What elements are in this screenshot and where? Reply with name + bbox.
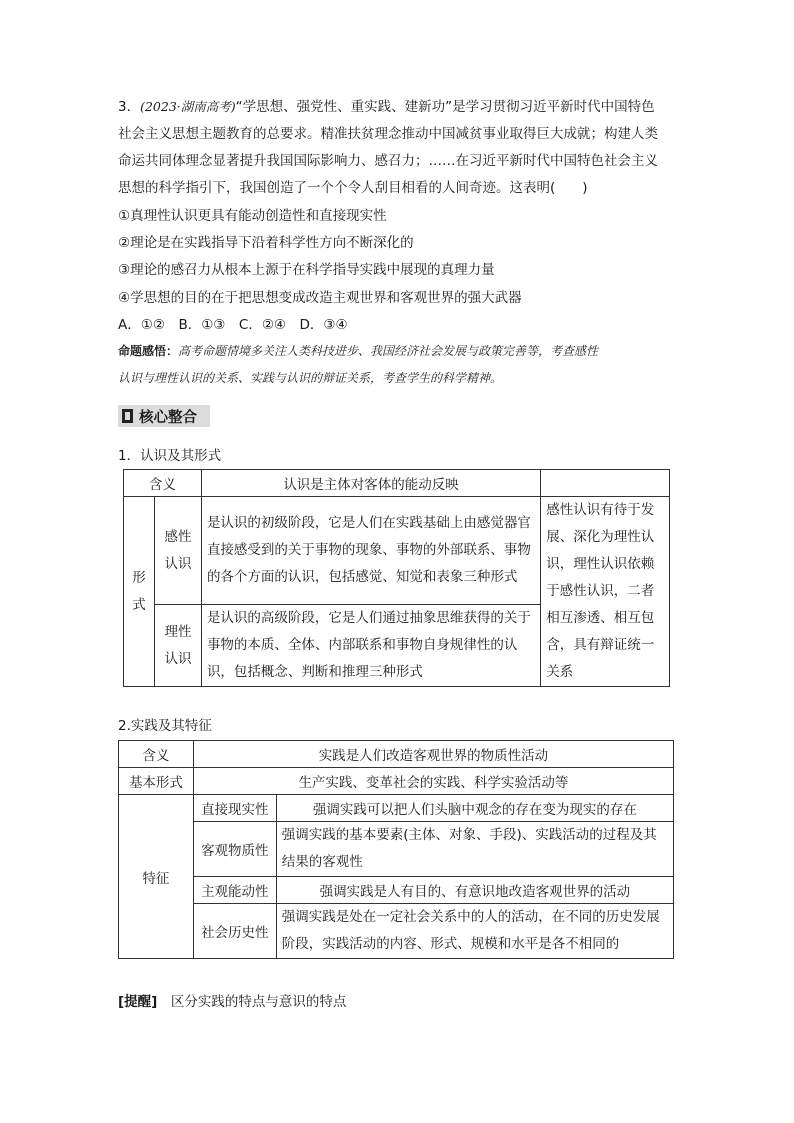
section-heading [118, 405, 210, 427]
question-line-1 [118, 95, 655, 115]
question-line-2: 社会主义思想主题教育的总要求。精准扶贫理念推动中国减贫事业取得巨大成就；构建人类 [118, 126, 658, 142]
tip-line [118, 990, 346, 1010]
answer-options: A．①② B．①③ C．②④ D．③④ [118, 317, 348, 333]
question-line-4: 思想的科学指引下，我国创造了一个个令人刮目相看的人间奇迹。这表明( ) [118, 180, 588, 196]
perceptual-label: 感性认识 [154, 497, 201, 605]
knowledge-table [123, 469, 670, 687]
form-label: 形式 [124, 497, 155, 687]
meaning-value: 认识是主体对客体的能动反映 [201, 470, 540, 497]
feature-desc-3: 强调实践是人有目的、有意识地改造客观世界的活动 [276, 877, 673, 904]
rational-label: 理性认识 [154, 605, 201, 687]
note-text-1: 高考命题情境多关注人类科技进步、我国经济社会发展与政策完善等，考查感性 [178, 344, 599, 358]
question-number: 3． [118, 99, 141, 115]
table2-title: 2.实践及其特征 [118, 718, 212, 734]
note-label: 命题感悟： [118, 344, 179, 358]
practice-table [118, 740, 674, 959]
section-marker-icon [122, 409, 133, 423]
feature-name-3: 主观能动性 [193, 877, 276, 904]
note-line-2: 认识与理性认识的关系、实践与认识的辩证关系，考查学生的科学精神。 [118, 371, 503, 385]
feature-name-4: 社会历史性 [193, 904, 276, 959]
feature-desc-1: 强调实践可以把人们头脑中观念的存在变为现实的存在 [276, 795, 673, 822]
statement-4: ④学思想的目的在于把思想变成改造主观世界和客观世界的强大武器 [118, 290, 522, 306]
perceptual-desc: 是认识的初级阶段，它是人们在实践基础上由感觉器官直接感受到的关于事物的现象、事物的外部联系、事物的各个方面的认识，包括感觉、知觉和表象三种形式 [201, 497, 540, 605]
statement-2: ②理论是在实践指导下沿着科学性方向不断深化的 [118, 235, 414, 251]
meaning-label: 含义 [124, 470, 202, 497]
tip-label: [提醒] [118, 994, 158, 1010]
practice-meaning-value: 实践是人们改造客观世界的物质性活动 [193, 741, 673, 768]
feature-desc-2: 强调实践的基本要素(主体、对象、手段)、实践活动的过程及其结果的客观性 [276, 822, 673, 877]
question-source: (2023·湖南高考) [140, 99, 236, 114]
feature-name-2: 客观物质性 [193, 822, 276, 877]
feature-label: 特征 [119, 795, 194, 959]
question-line-3: 命运共同体理念显著提升我国国际影响力、感召力；……在习近平新时代中国特色社会主义 [118, 153, 658, 169]
tip-text: 区分实践的特点与意识的特点 [170, 994, 347, 1010]
rational-desc: 是认识的高级阶段，它是人们通过抽象思维获得的关于事物的本质、全体、内部联系和事物自身规律性的认识，包括概念、判断和推理三种形式 [201, 605, 540, 687]
statement-3: ③理论的感召力从根本上源于在科学指导实践中展现的真理力量 [118, 262, 495, 278]
feature-desc-4: 强调实践是处在一定社会关系中的人的活动，在不同的历史发展阶段，实践活动的内容、形式、规模和水平是各不相同的 [276, 904, 673, 959]
relation-desc: 感性认识有待于发展、深化为理性认识，理性认识依赖于感性认识，二者相互渗透、相互包含，具有辩证统一关系 [541, 497, 670, 687]
section-heading-text: 核心整合 [139, 409, 197, 426]
practice-meaning-label: 含义 [119, 741, 194, 768]
note-line-1 [118, 342, 598, 359]
empty-cell [541, 470, 670, 497]
basic-form-label: 基本形式 [119, 768, 194, 795]
question-text-1: “学思想、强党性、重实践、建新功”是学习贯彻习近平新时代中国特色 [235, 99, 655, 115]
statement-1: ①真理性认识更具有能动创造性和直接现实性 [118, 208, 387, 224]
table1-title: 1．认识及其形式 [118, 448, 222, 464]
basic-form-value: 生产实践、变革社会的实践、科学实验活动等 [193, 768, 673, 795]
feature-name-1: 直接现实性 [193, 795, 276, 822]
